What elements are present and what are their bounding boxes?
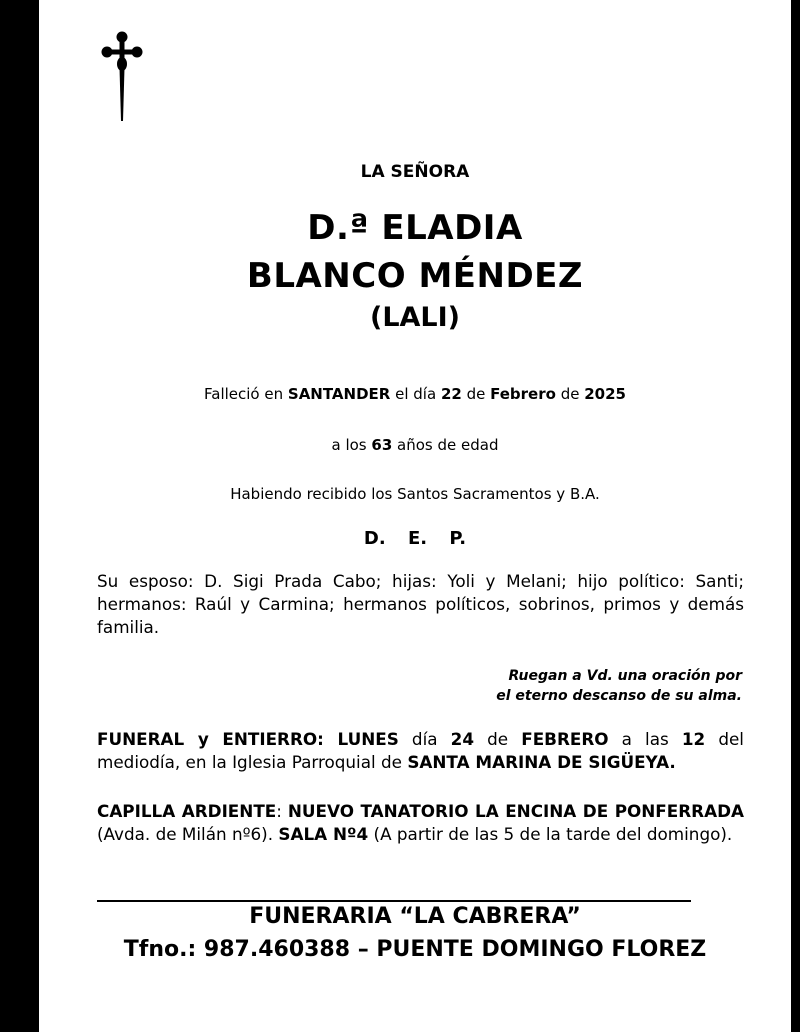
pre-title: LA SEÑORA: [360, 162, 470, 182]
prayer-request: [422, 666, 742, 706]
divider: [97, 900, 691, 902]
deceased-nickname: (LALI): [369, 302, 461, 333]
prayer-line-1: Ruegan a Vd. una oración por: [508, 668, 742, 684]
deceased-first-name: D.ª ELADIA: [307, 208, 523, 248]
death-info: Falleció en SANTANDER el día 22 de Febrero de 2025: [204, 385, 626, 403]
chapel-paragraph: CAPILLA ARDIENTE: NUEVO TANATORIO LA ENCINA DE PONFERRADA (Avda. de Milán nº6). SALA Nº4 (A partir de las 5 de la tarde del domingo).: [97, 801, 744, 844]
age-info: a los 63 años de edad: [331, 436, 499, 454]
family-paragraph: Su esposo: D. Sigi Prada Cabo; hijas: Yoli y Melani; hijo político: Santi; hermanos: Raúl y Carmina; hermanos políticos, sobrinos, primos y demás familia.: [97, 571, 744, 637]
prayer-line-2: el eterno descanso de su alma.: [496, 688, 742, 704]
sacraments-line: Habiendo recibido los Santos Sacramentos y B.A.: [230, 485, 600, 503]
funeral-paragraph: FUNERAL y ENTIERRO: LUNES día 24 de FEBRERO a las 12 del mediodía, en la Iglesia Parroquial de SANTA MARINA DE SIGÜEYA.: [97, 729, 744, 772]
funeral-home-contact: Tfno.: 987.460388 – PUENTE DOMINGO FLOREZ: [123, 937, 707, 962]
right-border-bar: [791, 0, 800, 1032]
rip-line: D. E. P.: [363, 528, 467, 549]
funeral-home-name: FUNERARIA “LA CABRERA”: [249, 904, 581, 929]
left-border-bar: [0, 0, 39, 1032]
cross-icon: [100, 30, 144, 122]
deceased-surnames: BLANCO MÉNDEZ: [246, 256, 584, 296]
